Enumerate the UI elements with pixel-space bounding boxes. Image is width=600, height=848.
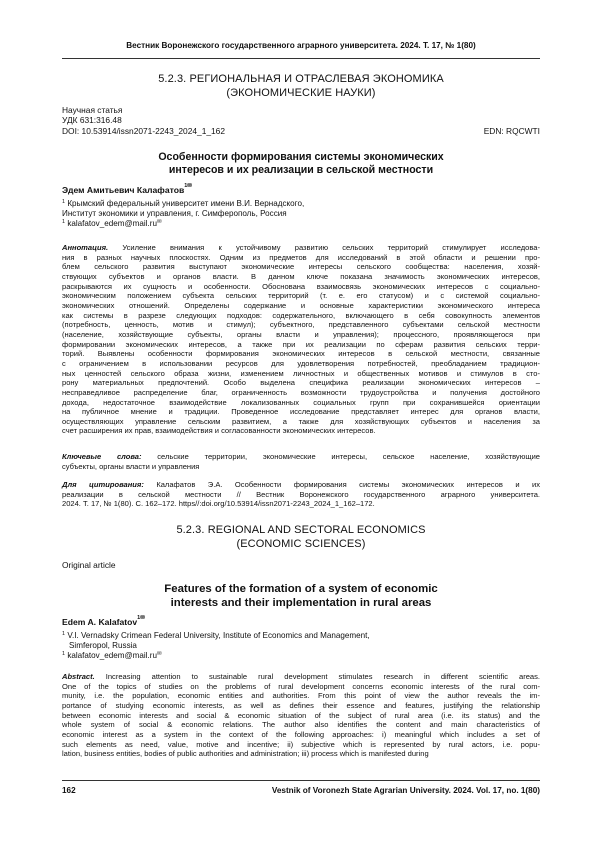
ru-section-heading	[62, 72, 540, 100]
ru-citation-text: Калафатов Э.А. Особенности формирования системы экономических интересов и их	[156, 480, 540, 489]
ru-abstract-text: несправедливое распределение благ, ограниченность возможности трудоустройства и получения достойного	[62, 387, 540, 397]
en-abstract-text: whole system of social & economic relations. The author also identifies the content and main characteristics of	[62, 720, 540, 730]
ru-abstract-text: (потребность, ценность, мотив и стимул); субъектного, представленного субъектами сельской местности	[62, 320, 540, 330]
ru-abstract-line	[62, 282, 540, 292]
en-abstract-text: such elements as need, value, motive and incentive; ii) subjective which is represented by rural actors, i.e. popu-	[62, 739, 540, 749]
en-abstract-line	[62, 730, 540, 740]
ru-email-sup: 1	[62, 219, 66, 226]
en-aff-line2: Simferopol, Russia	[69, 641, 137, 651]
ru-abstract-line	[62, 253, 540, 263]
ru-abstract-line	[62, 369, 540, 379]
en-section-line2: (ECONOMIC SCIENCES)	[236, 538, 366, 550]
ru-abstract-line	[62, 262, 540, 272]
en-abstract-line	[62, 672, 540, 682]
en-email[interactable]: kalafatov_edem@mail.ru	[67, 651, 157, 661]
en-abstract-text: lation, business entities, bodies of public authorities and administration; iii) process which is manifested during	[62, 749, 429, 759]
en-abstract-line	[62, 740, 540, 750]
ru-abstract-line	[62, 272, 540, 282]
en-author-sup: 1✉	[137, 615, 145, 621]
ru-abstract-line	[62, 388, 540, 398]
en-abstract-line	[62, 711, 540, 721]
ru-doi: DOI: 10.53914/issn2071-2243_2024_1_162	[62, 125, 225, 136]
ru-citation-line	[62, 490, 540, 500]
ru-abstract-line	[62, 340, 540, 350]
ru-abstract-text: рону материальных предпочтений. Особо выделена специфика реализации экономических интересов –	[62, 378, 540, 388]
ru-abstract-text: Усиление внимания к устойчивому развитию сельских территорий стимулирует исследова-	[122, 243, 540, 252]
ru-keywords-text: субъекты, органы власти и управления	[62, 461, 200, 471]
header-rule	[62, 58, 540, 59]
footer-journal: Vestnik of Voronezh State Agrarian University. 2024. Vol. 17, no. 1(80)	[271, 786, 540, 795]
en-title	[62, 582, 540, 610]
ru-abstract-text: счет расширения их прав, взаимодействия и согласованности экономических интересов.	[62, 426, 376, 436]
ru-abstract-line	[62, 320, 540, 330]
ru-citation-text: 2024. Т. 17, № 1(80). С. 162–172. https//:doi.org/10.53914/issn2071-2243_2024_1_162–172.	[62, 499, 375, 509]
en-email-sup: 1	[62, 651, 66, 658]
ru-author-sup: 1✉	[184, 183, 192, 189]
en-aff-sup: 1	[62, 631, 66, 637]
ru-abstract-line	[62, 398, 540, 408]
en-abstract-line	[62, 720, 540, 730]
en-abstract-line	[62, 691, 540, 701]
ru-author	[62, 185, 192, 195]
en-article-type: Original article	[62, 560, 116, 570]
ru-aff-line2: Институт экономики и управления, г. Симферополь, Россия	[62, 209, 287, 219]
ru-section-line1: 5.2.3. РЕГИОНАЛЬНАЯ И ОТРАСЛЕВАЯ ЭКОНОМИКА	[158, 73, 444, 85]
ru-keywords-line	[62, 452, 540, 462]
en-affiliation	[62, 631, 540, 662]
ru-section-line2: (ЭКОНОМИЧЕСКИЕ НАУКИ)	[226, 87, 376, 99]
ru-abstract-line	[62, 359, 540, 369]
ru-keywords	[62, 452, 540, 471]
ru-abstract-line	[62, 349, 540, 359]
envelope-icon: ✉	[156, 651, 162, 658]
ru-keywords-line	[62, 462, 540, 472]
ru-abstract-text: (население, хозяйствующие субъекты, органы власти и управления); процессного, проявляющегося при	[62, 329, 540, 339]
ru-abstract-text: с ограничением в использовании ресурсов для удовлетворения потребностей, преобладанием традицион-	[62, 358, 540, 368]
en-abstract-text: munity, i.e. the population, economic entities and authorities. From this point of view the author reveals the im-	[62, 691, 540, 701]
en-abstract-text: between economic interests and social & economic situation of the subject of rural area (i.e. its status) and the	[62, 710, 540, 720]
ru-abstract-line	[62, 330, 540, 340]
ru-abstract-line	[62, 417, 540, 427]
ru-citation-line	[62, 499, 540, 509]
en-abstract-label: Abstract.	[62, 672, 95, 681]
en-section-line1: 5.2.3. REGIONAL AND SECTORAL ECONOMICS	[176, 524, 426, 536]
ru-affiliation	[62, 199, 540, 230]
ru-citation-line	[62, 480, 540, 490]
ru-abstract-text: экономических отношений. Определены содержание и основные характеристики экономического интереса	[62, 300, 540, 310]
en-abstract-line	[62, 682, 540, 692]
ru-abstract-text: дохода, недостаточное взаимодействие локализованных социальных групп при сохранившейся ориентации	[62, 397, 540, 407]
ru-title	[62, 151, 540, 177]
ru-author-name: Эдем Амитьевич Калафатов	[62, 185, 185, 195]
page-number: 162	[62, 786, 76, 795]
footer-rule	[62, 780, 540, 781]
en-abstract-text: Increasing attention to sustainable rural development stimulates research in different scientific areas.	[105, 672, 540, 681]
ru-title-line1: Особенности формирования системы экономических	[158, 151, 444, 163]
ru-email[interactable]: kalafatov_edem@mail.ru	[67, 219, 157, 229]
ru-abstract-label: Аннотация.	[62, 243, 109, 252]
ru-abstract-text: ния в разных научных плоскостях. Одним из предметов для исследований в этой области и решении про-	[62, 252, 540, 262]
ru-abstract-line	[62, 311, 540, 321]
ru-abstract-line	[62, 378, 540, 388]
ru-article-type: Научная статья	[62, 105, 123, 115]
ru-citation-text: реализации в сельской местности // Вестник Воронежского государственного аграрного университета.	[62, 489, 540, 499]
ru-article-meta	[62, 105, 540, 136]
ru-abstract-line	[62, 301, 540, 311]
en-abstract-text: portance of studying economic interests, as well as defines their essence and features, justifying the relationship	[62, 700, 540, 710]
ru-citation	[62, 480, 540, 509]
ru-abstract-text: ных ценностей сельского образа жизни, изменением личностных и общественных мотивов и стимулов в сто-	[62, 368, 540, 378]
ru-aff-sup: 1	[62, 199, 66, 205]
envelope-icon: ✉	[156, 219, 162, 226]
ru-citation-label: Для цитирования:	[62, 480, 144, 489]
ru-abstract-text: торий. Выявлены особенности формирования экономических интересов в сельской местности, связанные	[62, 349, 540, 359]
en-author	[62, 617, 145, 627]
ru-abstract-text: блем сельского развития выступают экономические интересы сельского сообщества: населения, хозяй-	[62, 262, 540, 272]
ru-abstract-text: ствующих субъектов и органов власти. В данном ключе показана значимость экономических интересов,	[62, 271, 540, 281]
ru-title-line2: интересов и их реализации в сельской местности	[168, 164, 434, 176]
ru-keywords-label: Ключевые слова:	[62, 452, 142, 461]
en-abstract-line	[62, 701, 540, 711]
ru-abstract-text: раскрываются их сущность и особенности. Обоснована взаимосвязь экономических интересов с социально-	[62, 281, 540, 291]
ru-doi-row	[62, 126, 540, 136]
ru-keywords-text: сельские территории, экономические интересы, сельское население, хозяйствующие	[157, 452, 540, 461]
en-abstract-text: economic interest as a system in the context of the following approaches: i) meaningful which includes a set of	[62, 729, 540, 739]
en-abstract-text: One of the topics of studies on the problems of rural development concerns economic interests of the rural com-	[62, 681, 540, 691]
ru-abstract-text: как системы в разрезе следующих подходов: содержательного, включающего в себя совокупность элементов	[62, 310, 540, 320]
ru-abstract-line	[62, 426, 540, 436]
ru-aff-line1: Крымский федеральный университет имени В.И. Вернадского,	[67, 199, 305, 208]
ru-abstract-text: формировании экономических интересов, а также при их реализации по сферам развития сельских терри-	[62, 339, 540, 349]
ru-abstract-line	[62, 407, 540, 417]
ru-udc: УДК 631:316.48	[62, 115, 122, 126]
ru-edn: EDN: RQCWTI	[483, 125, 540, 136]
ru-abstract-text: на публичное мнение и традиции. Проведенное исследование представляет интерес для органов власти,	[62, 407, 540, 417]
en-section-heading	[62, 523, 540, 551]
en-title-line2: interests and their implementation in rural areas	[170, 597, 432, 609]
ru-abstract-text: экономическим положением субъекта сельских территорий (т. е. его статусом) и с системой социально-	[62, 291, 540, 301]
en-author-name: Edem A. Kalafatov	[62, 617, 138, 627]
ru-abstract-line	[62, 291, 540, 301]
running-header: Вестник Воронежского государственного аграрного университета. 2024. Т. 17, № 1(80)	[126, 41, 476, 50]
en-abstract-line	[62, 749, 540, 759]
en-abstract	[62, 672, 540, 759]
running-footer	[62, 786, 540, 795]
ru-abstract-text: осуществляющих управление сельским развитием, а также для хозяйствующих субъектов и населения за	[62, 416, 540, 426]
ru-abstract-line	[62, 243, 540, 253]
en-title-line1: Features of the formation of a system of economic	[164, 583, 438, 595]
ru-abstract	[62, 243, 540, 436]
en-aff-line1: V.I. Vernadsky Crimean Federal University, Institute of Economics and Management,	[67, 631, 370, 640]
